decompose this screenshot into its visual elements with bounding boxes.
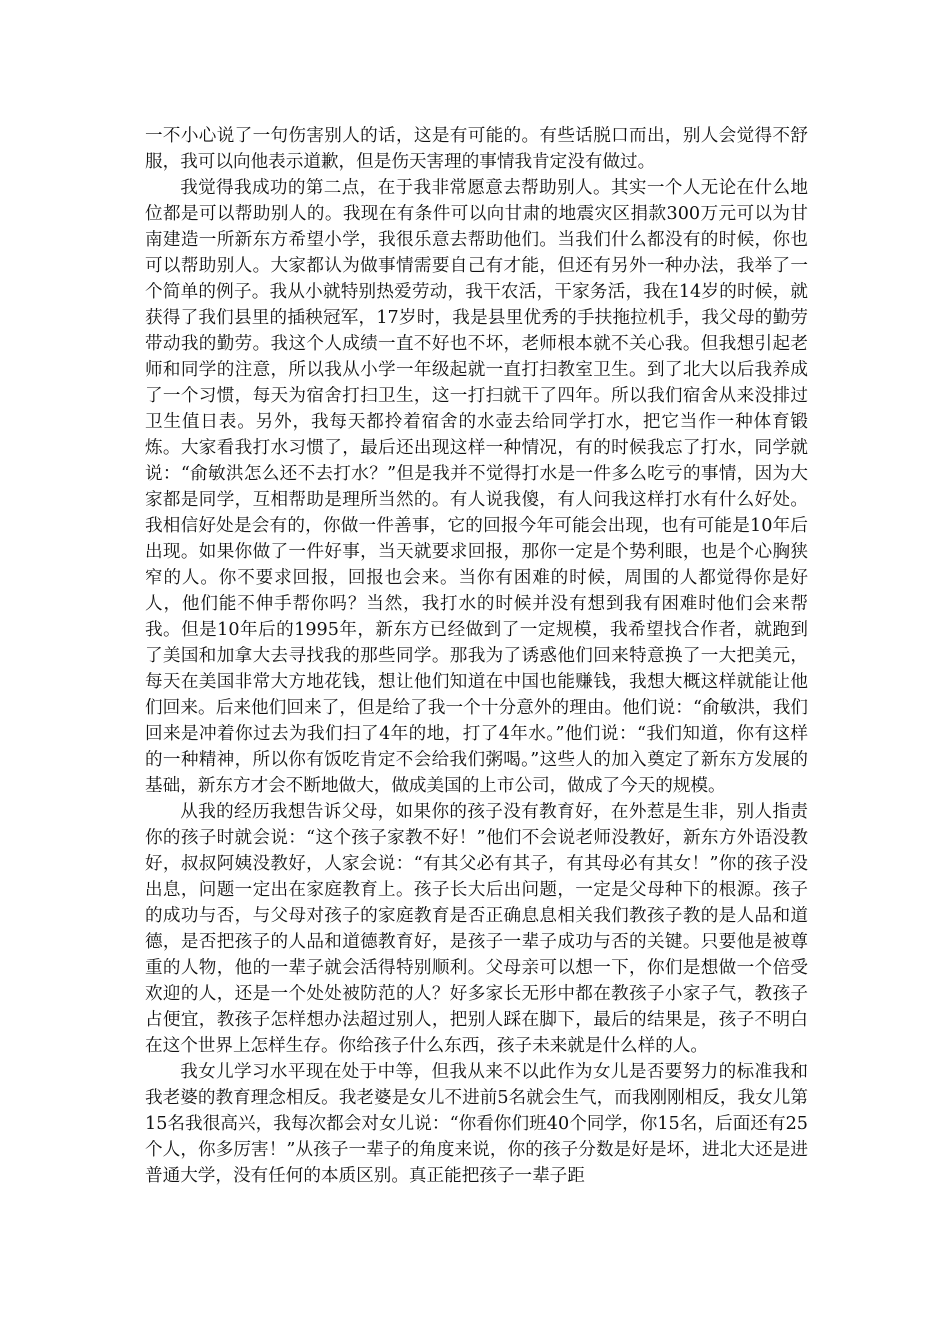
paragraph-daughter-education: 我女儿学习水平现在处于中等，但我从来不以此作为女儿是否要努力的标准我和我老婆的教育理念相反。我老婆是女儿不进前5名就会生气，而我刚刚相反，我女儿第15名我很高兴，我每次都会对女儿说：“你看你们班40个同学，你15名，后面还有25个人，你多厉害！”从孩子一辈子的角度来说，你的孩子分数是好是坏，进北大还是进普通大学，没有任何的本质区别。真正能把孩子一辈子距 <box>145 1062 808 1186</box>
paragraph-continuation: 一不小心说了一句伤害别人的话，这是有可能的。有些话脱口而出，别人会觉得不舒服，我可以向他表示道歉，但是伤天害理的事情我肯定没有做过。 <box>145 126 808 172</box>
paragraph-helping-others: 我觉得我成功的第二点，在于我非常愿意去帮助别人。其实一个人无论在什么地位都是可以帮助别人的。我现在有条件可以向甘肃的地震灾区捐款300万元可以为甘南建造一所新东方希望小学，我很乐意去帮助他们。当我们什么都没有的时候，你也可以帮助别人。大家都认为做事情需要自己有才能，但还有另外一种办法，我举了一个简单的例子。我从小就特别热爱劳动，我干农活，干家务活，我在14岁的时候，就获得了我们县里的插秧冠军，17岁时，我是县里优秀的手扶拖拉机手，我父母的勤劳带动我的勤劳。我这个人成绩一直不好也不坏，老师根本就不关心我。但我想引起老师和同学的注意，所以我从小学一年级起就一直打扫教室卫生。到了北大以后我养成了一个习惯，每天为宿舍打扫卫生，这一打扫就干了四年。所以我们宿舍从来没排过卫生值日表。另外，我每天都拎着宿舍的水壶去给同学打水，把它当作一种体育锻炼。大家看我打水习惯了，最后还出现这样一种情况，有的时候我忘了打水，同学就说：“俞敏洪怎么还不去打水？”但是我并不觉得打水是一件多么吃亏的事情，因为大家都是同学，互相帮助是理所当然的。有人说我傻，有人问我这样打水有什么好处。我相信好处是会有的，你做一件善事，它的回报今年可能会出现，也有可能是10年后出现。如果你做了一件好事，当天就要求回报，那你一定是个势利眼，也是个心胸狭窄的人。你不要求回报，回报也会来。当你有困难的时候，周围的人都觉得你是好人，他们能不伸手帮你吗？当然，我打水的时候并没有想到我有困难时他们会来帮我。但是10年后的1995年，新东方已经做到了一定规模，我希望找合作者，就跑到了美国和加拿大去寻找我的那些同学。那我为了诱惑他们回来特意换了一大把美元，每天在美国非常大方地花钱，想让他们知道在中国也能赚钱，我想大概这样就能让他们回来。后来他们回来了，但是给了我一个十分意外的理由。他们说：“俞敏洪，我们回来是冲着你过去为我们扫了4年的地，打了4年水。”他们说：“我们知道，你有这样的一种精神，所以你有饭吃肯定不会给我们粥喝。”这些人的加入奠定了新东方发展的基础，新东方才会不断地做大，做成美国的上市公司，做成了今天的规模。 <box>145 178 808 796</box>
document-page <box>145 123 808 1189</box>
paragraph-advice-to-parents: 从我的经历我想告诉父母，如果你的孩子没有教育好，在外惹是生非，别人指责你的孩子时就会说：“这个孩子家教不好！”他们不会说老师没教好，新东方外语没教好，叔叔阿姨没教好，人家会说：“有其父必有其子，有其母必有其女！”你的孩子没出息，问题一定出在家庭教育上。孩子长大后出问题，一定是父母种下的根源。孩子的成功与否，与父母对孩子的家庭教育是否正确息息相关我们教孩子教的是人品和道德，是否把孩子的人品和道德教育好，是孩子一辈子成功与否的关键。只要他是被尊重的人物，他的一辈子就会活得特别顺利。父母亲可以想一下，你们是想做一个倍受欢迎的人，还是一个处处被防范的人？好多家长无形中都在教孩子小家子气，教孩子占便宜，教孩子怎样想办法超过别人，把别人踩在脚下，最后的结果是，孩子不明白在这个世界上怎样生存。你给孩子什么东西，孩子未来就是什么样的人。 <box>145 802 808 1056</box>
